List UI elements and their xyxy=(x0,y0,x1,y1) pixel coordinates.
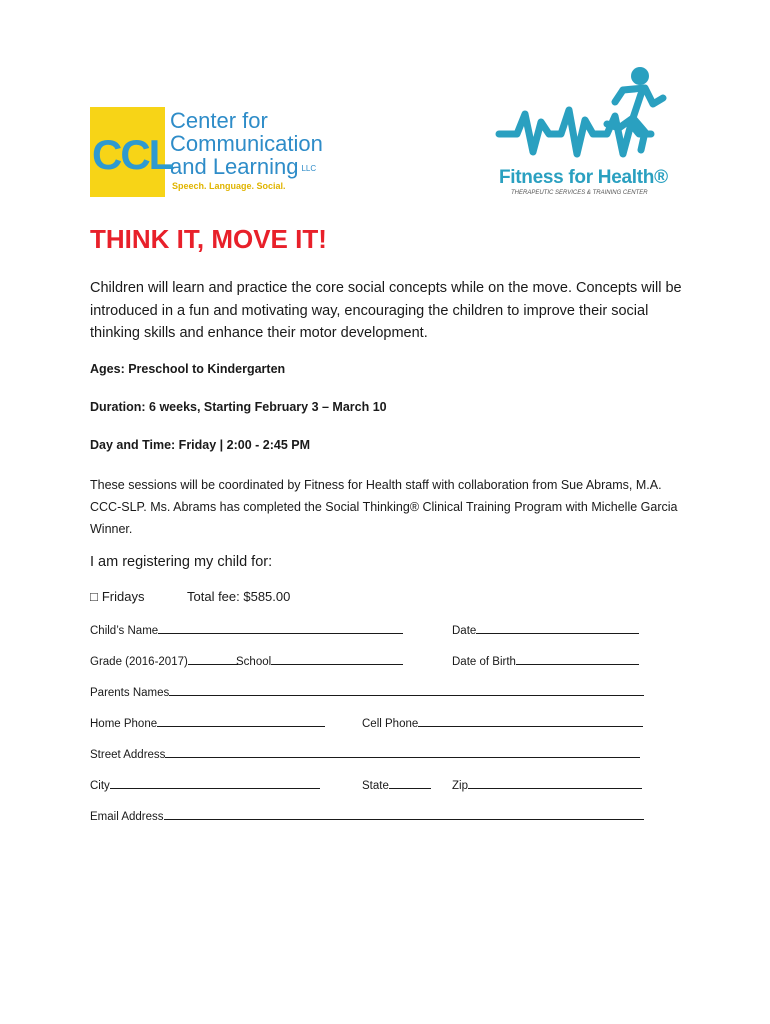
parents-names-field[interactable] xyxy=(90,684,644,699)
cell-phone-input[interactable] xyxy=(418,715,643,727)
page-title: THINK IT, MOVE IT! xyxy=(90,224,327,254)
fridays-label: Fridays xyxy=(101,589,145,604)
parents-names-input[interactable] xyxy=(169,684,644,696)
ccl-logo-line-3: and Learning LLC xyxy=(170,154,317,179)
email-address-field[interactable] xyxy=(90,808,644,823)
zip-field[interactable] xyxy=(452,777,642,792)
coordination-note: These sessions will be coordinated by Fitness for Health staff with collaboration from Sue Abrams, M.A. CCC-SLP. Ms. Abrams has completed the Social Thinking® Clinical Training Program with Michelle Garcia Winner. xyxy=(90,478,678,536)
home-phone-field[interactable] xyxy=(90,715,325,730)
date-of-birth-label: Date of Birth xyxy=(452,656,516,668)
ccl-logo-mark: CCL xyxy=(92,131,173,178)
day-time-info: Day and Time: Friday | 2:00 - 2:45 PM xyxy=(90,438,311,452)
date-input[interactable] xyxy=(476,622,639,634)
date-label: Date xyxy=(452,625,477,637)
duration-info: Duration: 6 weeks, Starting February 3 – March 10 xyxy=(90,400,387,414)
fridays-checkbox[interactable]: □ xyxy=(90,589,98,604)
cell-phone-label: Cell Phone xyxy=(362,718,419,730)
street-address-label: Street Address xyxy=(90,749,166,761)
parents-names-label: Parents Names xyxy=(90,687,170,699)
school-label: School xyxy=(236,656,272,668)
cell-phone-field[interactable] xyxy=(362,715,643,730)
child-name-field[interactable] xyxy=(90,622,403,637)
total-fee: Total fee: $585.00 xyxy=(187,589,291,604)
ccl-logo-wordmark xyxy=(170,109,323,180)
grade-field[interactable] xyxy=(90,653,238,668)
date-of-birth-field[interactable] xyxy=(452,653,639,668)
intro-paragraph: Children will learn and practice the core social concepts while on the move. Concepts will be introduced in a fun and motivating way, encouraging the children to improve their social thinking skills and enhance their motor development. xyxy=(90,280,682,341)
home-phone-input[interactable] xyxy=(157,715,325,727)
fitness-for-health-logo xyxy=(495,62,675,202)
city-field[interactable] xyxy=(90,777,320,792)
school-field[interactable] xyxy=(236,653,403,668)
city-label: City xyxy=(90,780,110,792)
email-address-label: Email Address xyxy=(90,811,164,823)
school-input[interactable] xyxy=(271,653,403,665)
zip-label: Zip xyxy=(452,780,468,792)
state-field[interactable] xyxy=(362,777,431,792)
state-input[interactable] xyxy=(389,777,431,789)
register-heading: I am registering my child for: xyxy=(90,554,273,570)
date-of-birth-input[interactable] xyxy=(516,653,639,665)
home-phone-label: Home Phone xyxy=(90,718,158,730)
runner-heartbeat-icon xyxy=(495,62,675,167)
street-address-input[interactable] xyxy=(165,746,640,758)
email-address-input[interactable] xyxy=(164,808,644,820)
street-address-field[interactable] xyxy=(90,746,640,761)
date-field[interactable] xyxy=(452,622,639,637)
state-label: State xyxy=(362,780,389,792)
grade-label: Grade (2016-2017) xyxy=(90,656,188,668)
fridays-option[interactable] xyxy=(90,589,291,604)
ccl-logo-llc: LLC xyxy=(301,163,317,173)
grade-input[interactable] xyxy=(188,653,238,665)
ccl-logo-line-1: Center for xyxy=(170,108,268,133)
fitness-for-health-subtitle: THERAPEUTIC SERVICES & TRAINING CENTER xyxy=(511,190,648,196)
fitness-for-health-name: Fitness for Health® xyxy=(499,167,668,188)
zip-input[interactable] xyxy=(468,777,642,789)
ccl-logo-line-2: Communication xyxy=(170,131,323,156)
ccl-logo-tagline: Speech. Language. Social. xyxy=(172,181,286,191)
ages-info: Ages: Preschool to Kindergarten xyxy=(90,362,286,376)
city-input[interactable] xyxy=(110,777,320,789)
child-name-input[interactable] xyxy=(158,622,403,634)
child-name-label: Child’s Name xyxy=(90,625,159,637)
ccl-logo xyxy=(90,107,335,199)
